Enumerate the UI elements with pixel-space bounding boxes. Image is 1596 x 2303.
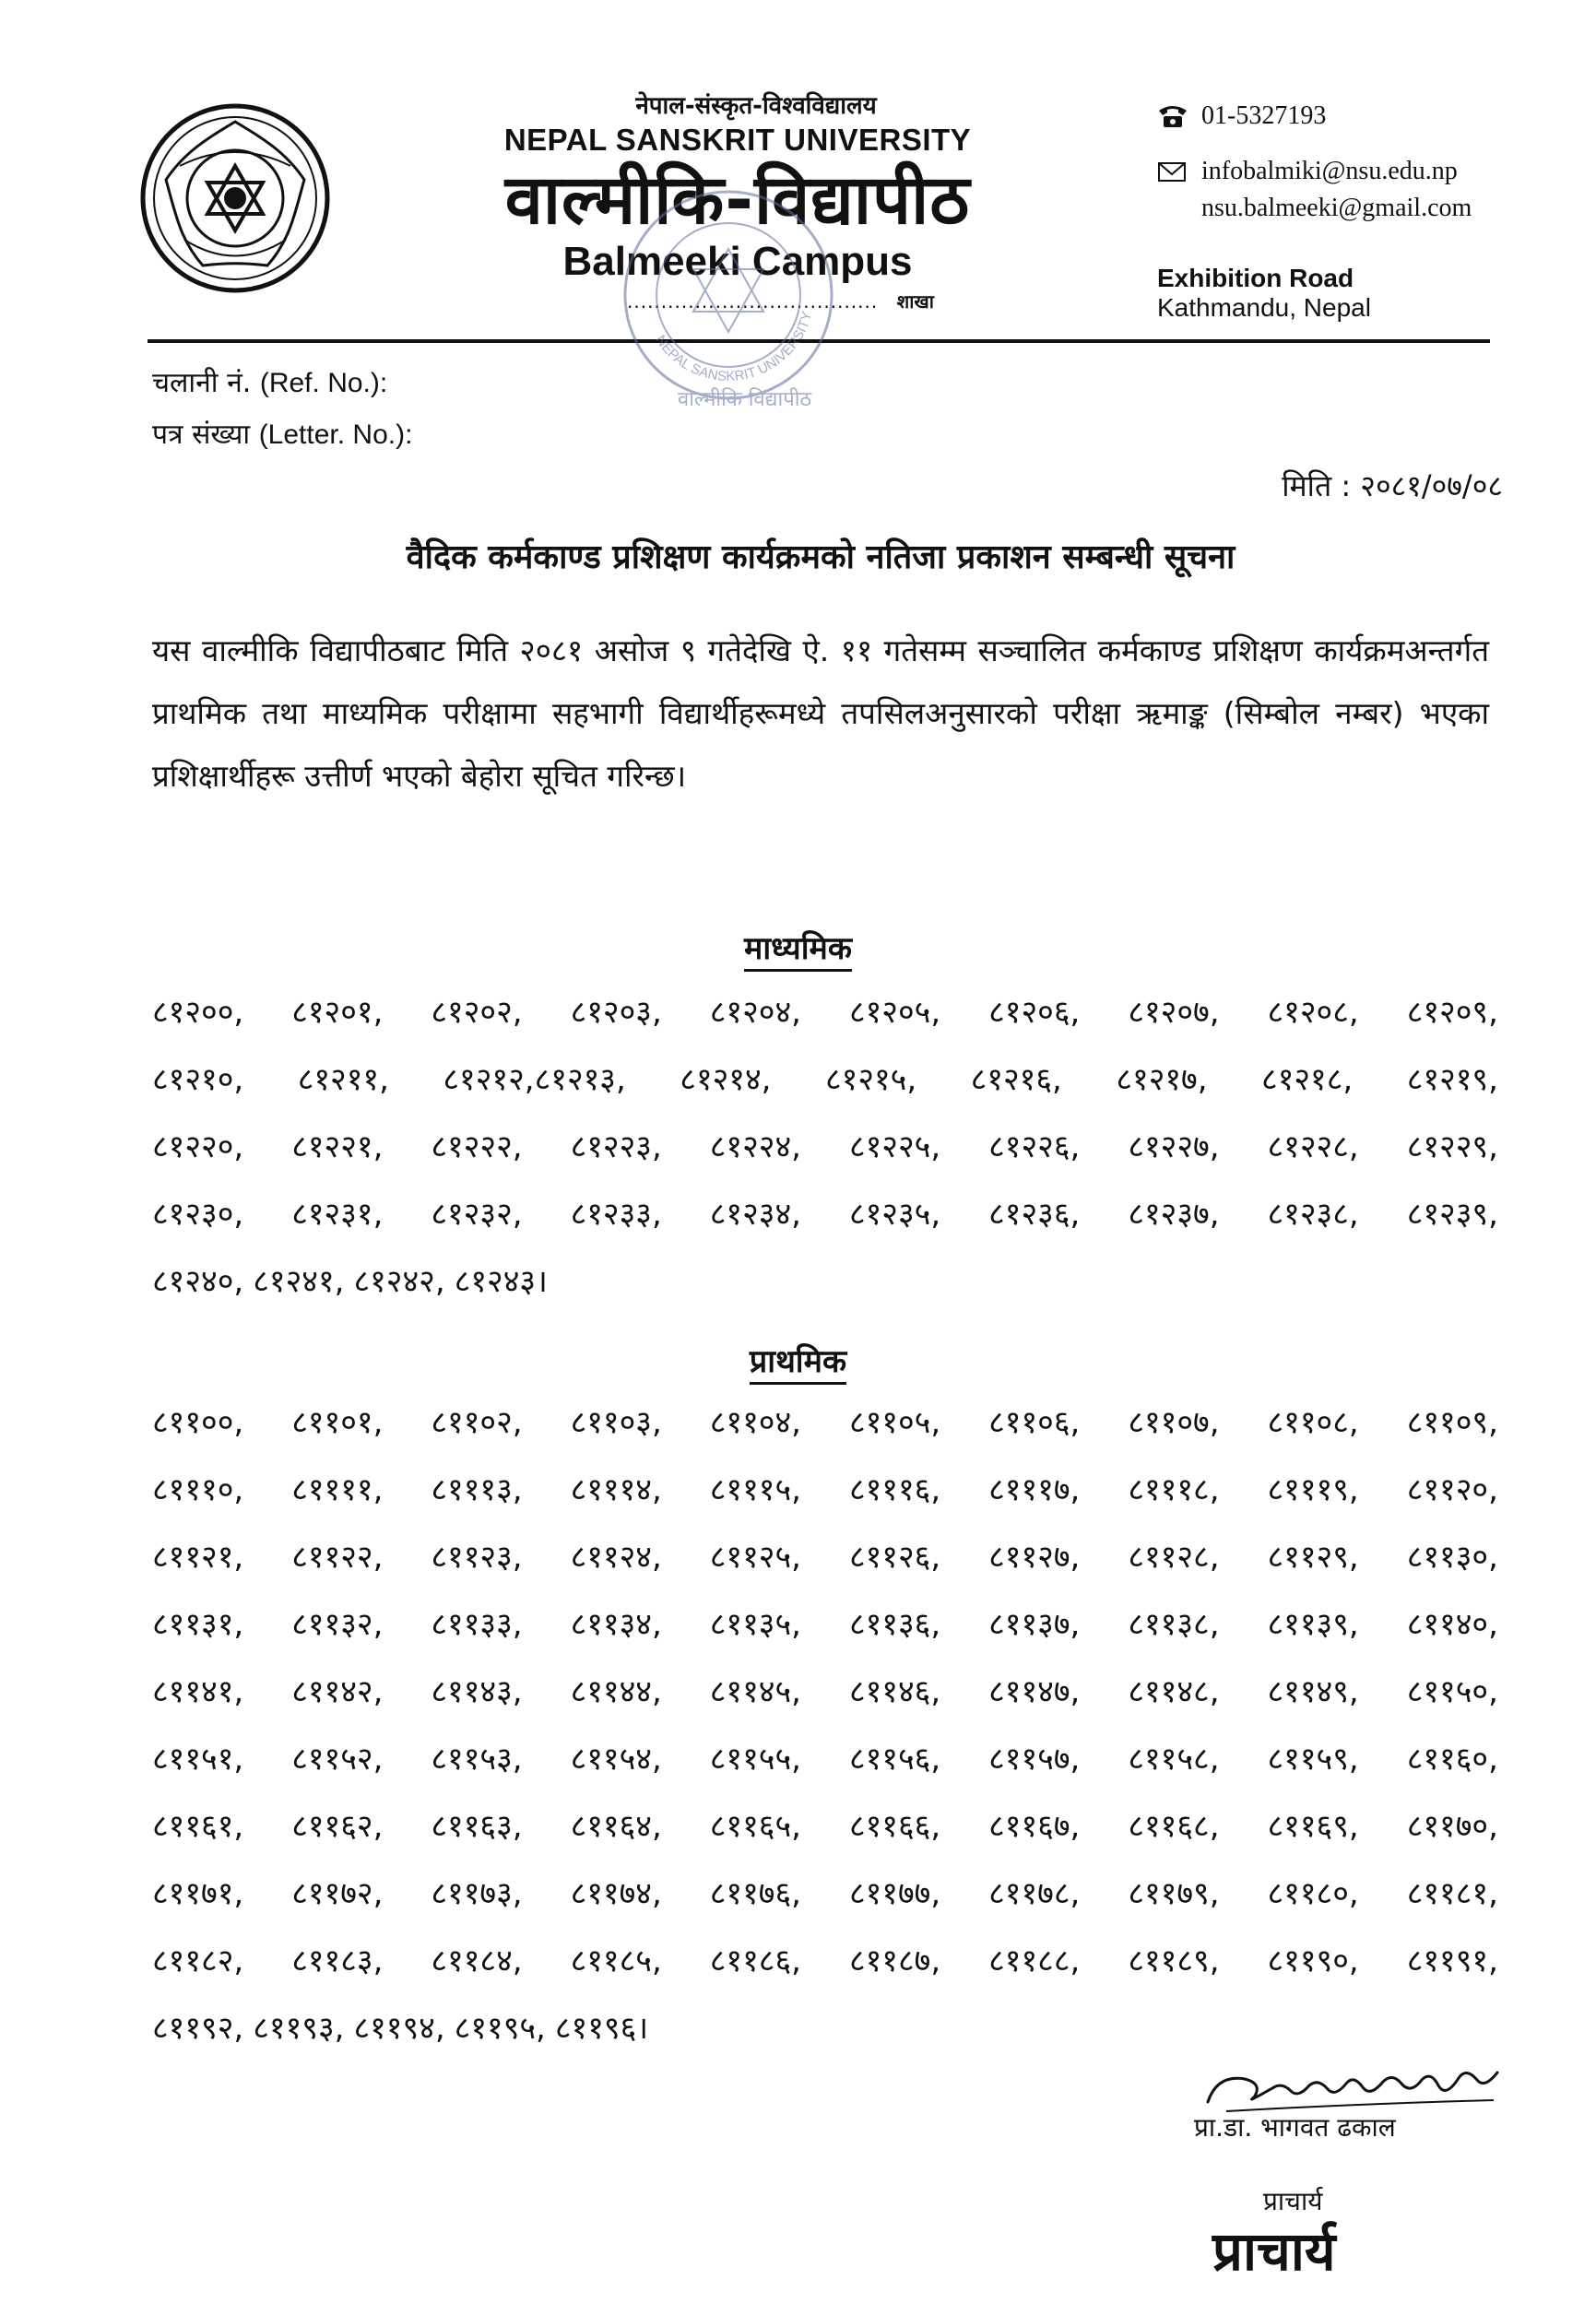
symbol-number: ८११६५, — [709, 1808, 801, 1845]
letter-label-en: (Letter. No.): — [258, 419, 413, 450]
symbol-number: ८१२४२, — [353, 1263, 445, 1300]
symbol-number: ८१२३५, — [848, 1196, 941, 1233]
symbol-number: ८११२७, — [988, 1539, 1081, 1576]
madhyamik-number-row — [152, 1114, 1498, 1181]
address-city: Kathmandu, Nepal — [1157, 293, 1371, 322]
symbol-number: ८१२३८, — [1267, 1196, 1359, 1233]
symbol-number: ८११६९, — [1267, 1808, 1359, 1845]
symbol-number: ८११९६। — [554, 2010, 649, 2047]
symbol-number: ८११७९, — [1128, 1875, 1220, 1912]
symbol-number: ८१२४०, — [152, 1263, 244, 1300]
symbol-number: ८१२२२, — [431, 1128, 523, 1165]
symbol-number: ८११७२, — [291, 1875, 384, 1912]
prathamik-heading-text: प्राथमिक — [750, 1343, 846, 1385]
symbol-number: ८११००, — [152, 1404, 244, 1441]
symbol-number: ८११२१, — [152, 1539, 244, 1576]
symbol-number: ८११५८, — [1128, 1741, 1220, 1777]
symbol-number: ८११०७, — [1128, 1404, 1220, 1441]
symbol-number: ८११६७, — [988, 1808, 1081, 1845]
symbol-number: ८१११०, — [152, 1471, 244, 1508]
symbol-number: ८११८८, — [988, 1943, 1081, 1979]
phone-row — [1157, 101, 1581, 131]
symbol-number: ८११३३, — [431, 1606, 523, 1643]
symbol-number: ८१११३, — [431, 1471, 523, 1508]
symbol-number: ८१२०९, — [1406, 994, 1498, 1031]
section-heading-madhyamik — [0, 926, 1596, 968]
symbol-number: ८११९४, — [353, 2010, 445, 2047]
symbol-number: ८१२३६, — [988, 1196, 1081, 1233]
symbol-number: ८११५३, — [431, 1741, 523, 1777]
symbol-number: ८११०९, — [1406, 1404, 1498, 1441]
contact-block — [1157, 101, 1581, 323]
madhyamik-number-row — [152, 979, 1498, 1046]
email-secondary: nsu.balmeeki@gmail.com — [1201, 194, 1472, 222]
symbol-number: ८११५९, — [1267, 1741, 1359, 1777]
symbol-number: ८११६६, — [848, 1808, 941, 1845]
email-primary: infobalmiki@nsu.edu.np — [1201, 157, 1458, 185]
symbol-number: ८१२३१, — [291, 1196, 384, 1233]
symbol-number: ८१२२७, — [1128, 1128, 1220, 1165]
symbol-number: ८११९०, — [1267, 1943, 1359, 1979]
prathamik-number-row — [152, 1928, 1498, 1995]
signatory-name: प्रा.डा. भागवत ढकाल — [1194, 2112, 1396, 2143]
letter-label-np: पत्र संख्या — [152, 419, 259, 451]
symbol-number: ८११२८, — [1128, 1539, 1220, 1576]
notice-title: वैदिक कर्मकाण्ड प्रशिक्षण कार्यक्रमको नतिजा प्रकाशन सम्बन्धी सूचना — [406, 538, 1235, 576]
symbol-number: ८११६३, — [431, 1808, 523, 1845]
symbol-number: ८११२६, — [848, 1539, 941, 1576]
reference-block — [152, 358, 412, 461]
symbol-number: ८११३७, — [988, 1606, 1081, 1643]
symbol-number: ८१२३७, — [1128, 1196, 1220, 1233]
symbol-number: ८१२०६, — [988, 994, 1081, 1031]
symbol-number: ८११४८, — [1128, 1673, 1220, 1710]
prathamik-number-row — [152, 1591, 1498, 1659]
phone-icon — [1157, 103, 1188, 129]
symbol-number: ८११६१, — [152, 1808, 244, 1845]
symbol-number: ८११३८, — [1128, 1606, 1220, 1643]
symbol-number: ८११२९, — [1267, 1539, 1359, 1576]
address — [1157, 264, 1581, 323]
symbol-number: ८११८३, — [291, 1943, 384, 1979]
symbol-number: ८१२२८, — [1267, 1128, 1359, 1165]
email-row-1 — [1157, 157, 1581, 186]
symbol-number: ८१२०५, — [848, 994, 941, 1031]
prathamik-number-row — [152, 1389, 1498, 1457]
stamp-university-text: NEPAL SANSKRIT UNIVERSITY — [652, 310, 816, 385]
symbol-number: ८११७६, — [709, 1875, 801, 1912]
symbol-number: ८११५६, — [848, 1741, 941, 1777]
madhyamik-heading-text: माध्यमिक — [744, 930, 852, 972]
symbol-number: ८११३१, — [152, 1606, 244, 1643]
madhyamik-numbers — [152, 979, 1498, 1316]
symbol-number: ८१२३०, — [152, 1196, 244, 1233]
symbol-number: ८११०४, — [709, 1404, 801, 1441]
symbol-number: ८११४०, — [1406, 1606, 1498, 1643]
symbol-number: ८१२१५, — [824, 1061, 917, 1098]
symbol-number: ८१२१७, — [1116, 1061, 1208, 1098]
ref-number — [152, 358, 412, 409]
symbol-number: ८१२२६, — [988, 1128, 1081, 1165]
symbol-number: ८१२३४, — [709, 1196, 801, 1233]
symbol-number: ८११०२, — [431, 1404, 523, 1441]
prathamik-numbers — [152, 1389, 1498, 2062]
symbol-number: ८११५१, — [152, 1741, 244, 1777]
ref-label-np: चलानी नं. — [152, 367, 260, 399]
symbol-number: ८११७८, — [988, 1875, 1081, 1912]
symbol-number: ८११८१, — [1406, 1875, 1498, 1912]
symbol-number: ८१२१८, — [1261, 1061, 1354, 1098]
symbol-number: ८११०१, — [291, 1404, 384, 1441]
symbol-number: ८११६४, — [570, 1808, 662, 1845]
symbol-number: ८११७७, — [848, 1875, 941, 1912]
madhyamik-number-row — [152, 1181, 1498, 1248]
symbol-number: ८१२३९, — [1406, 1196, 1498, 1233]
symbol-number: ८१२४३। — [454, 1263, 548, 1300]
symbol-number: ८११३९, — [1267, 1606, 1359, 1643]
letter-number — [152, 409, 412, 461]
symbol-number: ८११२०, — [1406, 1471, 1498, 1508]
envelope-icon — [1157, 159, 1188, 184]
symbol-number: ८११३६, — [848, 1606, 941, 1643]
symbol-number: ८१११७, — [988, 1471, 1081, 1508]
symbol-number: ८१११९, — [1267, 1471, 1359, 1508]
symbol-number: ८११४१, — [152, 1673, 244, 1710]
symbol-number: ८११२३, — [431, 1539, 523, 1576]
symbol-number: ८१२१०, — [152, 1061, 244, 1098]
symbol-number: ८१२२०, — [152, 1128, 244, 1165]
symbol-number: ८११११, — [291, 1471, 384, 1508]
symbol-number: ८१२०४, — [709, 994, 801, 1031]
stamp-campus-text: वाल्मीकि विद्यापीठ — [678, 388, 812, 411]
signatory-role-stamp: प्राचार्य — [1212, 2220, 1336, 2283]
symbol-number: ८११२५, — [709, 1539, 801, 1576]
madhyamik-number-row — [152, 1046, 1498, 1114]
symbol-number: ८१२०७, — [1128, 994, 1220, 1031]
prathamik-number-row — [152, 1793, 1498, 1860]
symbol-number: ८१११५, — [709, 1471, 801, 1508]
symbol-number: ८११८२, — [152, 1943, 244, 1979]
symbol-number: ८१२२९, — [1406, 1128, 1498, 1165]
symbol-number: ८१२३३, — [570, 1196, 662, 1233]
symbol-number: ८११२४, — [570, 1539, 662, 1576]
symbol-number: ८१२१४, — [680, 1061, 772, 1098]
symbol-number: ८११०६, — [988, 1404, 1081, 1441]
symbol-number: ८११४२, — [291, 1673, 384, 1710]
symbol-number: ८१२०१, — [291, 994, 384, 1031]
signatory-role: प्राचार्य — [1263, 2186, 1323, 2216]
prathamik-number-row — [152, 1659, 1498, 1726]
symbol-number: ८११३०, — [1406, 1539, 1498, 1576]
symbol-number: ८११७१, — [152, 1875, 244, 1912]
symbol-number: ८११५४, — [570, 1741, 662, 1777]
symbol-number: ८११४४, — [570, 1673, 662, 1710]
madhyamik-number-row — [152, 1248, 1498, 1316]
symbol-number: ८११८९, — [1128, 1943, 1220, 1979]
symbol-number: ८११०८, — [1267, 1404, 1359, 1441]
symbol-number: ८११२२, — [291, 1539, 384, 1576]
university-name-en: NEPAL SANSKRIT UNIVERSITY — [503, 123, 972, 157]
symbol-number: ८१२४१, — [253, 1263, 345, 1300]
branch-label: शाखा — [896, 290, 934, 313]
symbol-number: ८११४७, — [988, 1673, 1081, 1710]
symbol-number: ८११५५, — [709, 1741, 801, 1777]
symbol-number: ८११६२, — [291, 1808, 384, 1845]
symbol-number: ८११४६, — [848, 1673, 941, 1710]
phone-number: 01-5327193 — [1201, 101, 1327, 130]
ref-label-en: (Ref. No.): — [259, 368, 388, 398]
prathamik-number-row — [152, 1457, 1498, 1524]
symbol-number: ८११३५, — [709, 1606, 801, 1643]
symbol-number: ८१२२४, — [709, 1128, 801, 1165]
symbol-number: ८११५७, — [988, 1741, 1081, 1777]
symbol-number: ८११९१, — [1406, 1943, 1498, 1979]
prathamik-number-row — [152, 1726, 1498, 1793]
symbol-number: ८११०५, — [848, 1404, 941, 1441]
symbol-number: ८१२००, — [152, 994, 244, 1031]
symbol-number: ८११९३, — [253, 2010, 345, 2047]
symbol-number: ८११३२, — [291, 1606, 384, 1643]
symbol-number: ८११४५, — [709, 1673, 801, 1710]
symbol-number: ८१२३२, — [431, 1196, 523, 1233]
university-name-np: नेपाल-संस्कृत-विश्वविद्यालय — [635, 92, 877, 120]
symbol-number: ८११०३, — [570, 1404, 662, 1441]
symbol-number: ८११७४, — [570, 1875, 662, 1912]
symbol-number: ८१११४, — [570, 1471, 662, 1508]
symbol-number: ८११९२, — [152, 2010, 244, 2047]
symbol-number: ८११७३, — [431, 1875, 523, 1912]
symbol-number: ८१२१६, — [970, 1061, 1062, 1098]
symbol-number: ८१२१९, — [1406, 1061, 1498, 1098]
symbol-number: ८१२१२,८१२१३, — [443, 1061, 626, 1098]
notice-body: यस वाल्मीकि विद्यापीठबाट मिति २०८१ असोज ९ गतेदेखि ऐ. ११ गतेसम्म सञ्चालित कर्मकाण्ड प्रशिक्षण कार्यक्रमअन्तर्गत प्राथमिक तथा माध्यमिक परीक्षामा सहभागी विद्यार्थीहरूमध्ये तपसिलअनुसारको परीक्षा ऋमाङ्क (सिम्बोल नम्बर) भएका प्रशिक्षार्थीहरू उत्तीर्ण भएको बेहोरा सूचित गरिन्छ। — [152, 632, 1489, 794]
symbol-number: ८११३४, — [570, 1606, 662, 1643]
symbol-number: ८१२२३, — [570, 1128, 662, 1165]
prathamik-number-row — [152, 1860, 1498, 1928]
email-row-2 — [1157, 194, 1581, 223]
symbol-number: ८१२०८, — [1267, 994, 1359, 1031]
symbol-number: ८११५०, — [1406, 1673, 1498, 1710]
symbol-number: ८१११६, — [848, 1471, 941, 1508]
symbol-number: ८११८५, — [570, 1943, 662, 1979]
symbol-number: ८११८७, — [848, 1943, 941, 1979]
symbol-number: ८१२०२, — [431, 994, 523, 1031]
symbol-number: ८११८६, — [709, 1943, 801, 1979]
campus-name-en: Balmeeki Campus — [562, 239, 913, 284]
campus-name-np: वाल्मीकि-विद्यापीठ — [504, 160, 971, 240]
symbol-number: ८११५२, — [291, 1741, 384, 1777]
symbol-number: ८१२०३, — [570, 994, 662, 1031]
symbol-number: ८११८०, — [1267, 1875, 1359, 1912]
university-logo — [138, 101, 332, 295]
symbol-number: ८१११८, — [1128, 1471, 1220, 1508]
symbol-number: ८१२२५, — [848, 1128, 941, 1165]
symbol-number: ८११९५, — [454, 2010, 546, 2047]
symbol-number: ८१२११, — [297, 1061, 389, 1098]
symbol-number: ८११७०, — [1406, 1808, 1498, 1845]
symbol-number: ८११६०, — [1406, 1741, 1498, 1777]
symbol-number: ८१२२१, — [291, 1128, 384, 1165]
prathamik-number-row — [152, 1524, 1498, 1591]
section-heading-prathamik — [0, 1339, 1596, 1381]
symbol-number: ८११४३, — [431, 1673, 523, 1710]
symbol-number: ८११४९, — [1267, 1673, 1359, 1710]
symbol-number: ८११८४, — [431, 1943, 523, 1979]
symbol-number: ८११६८, — [1128, 1808, 1220, 1845]
notice-date: मिति : २०८१/०७/०८ — [1282, 468, 1503, 503]
campus-stamp — [609, 175, 848, 415]
branch-dots: ..................................... — [627, 290, 879, 313]
address-road: Exhibition Road — [1157, 264, 1354, 292]
